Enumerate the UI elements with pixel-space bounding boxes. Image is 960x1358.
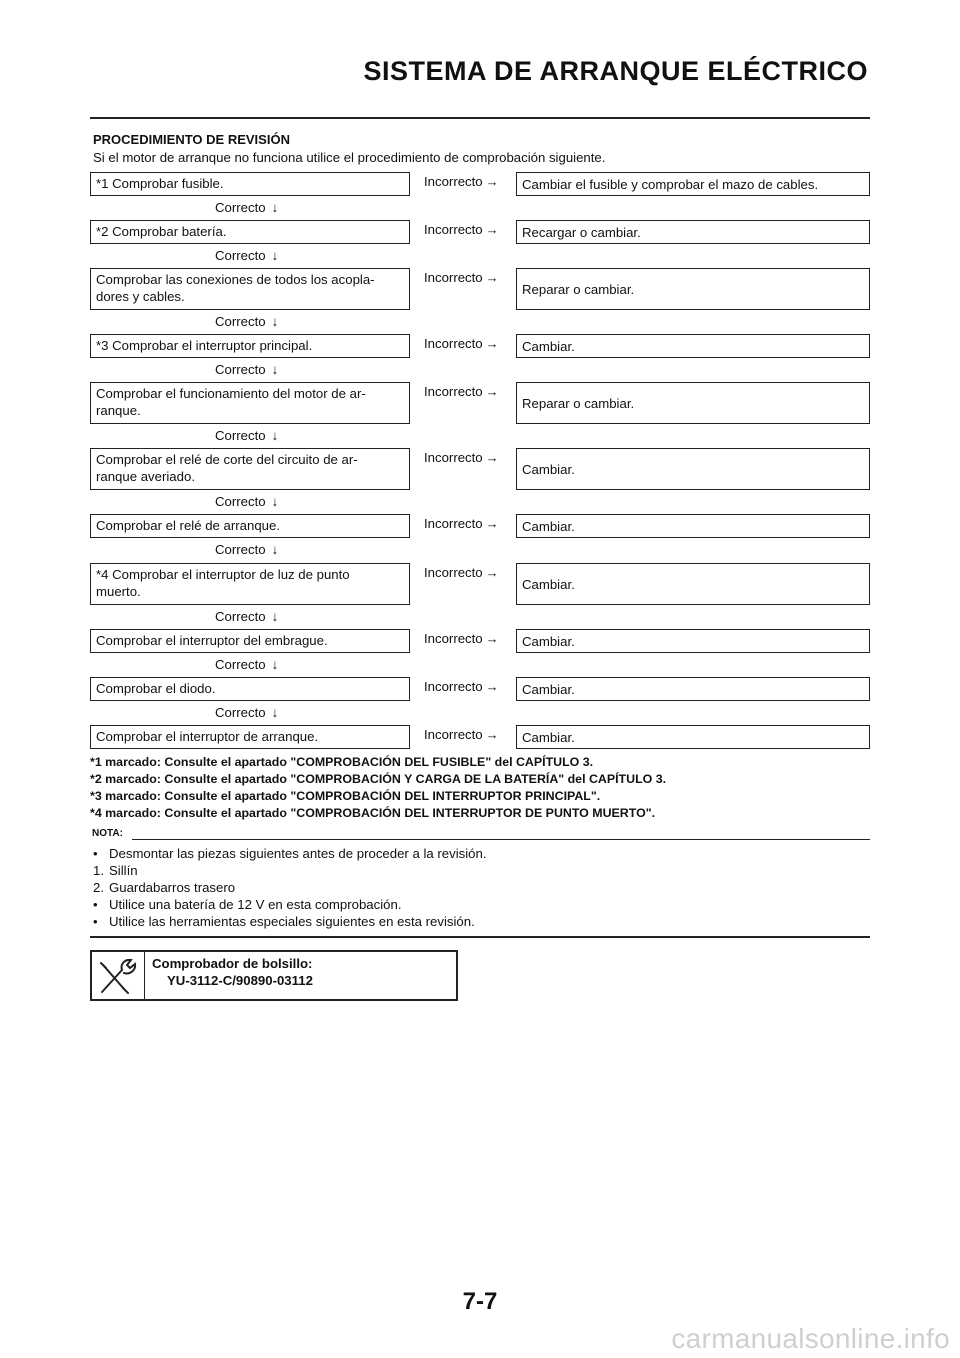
footnote: *1 marcado: Consulte el apartado "COMPROBACIÓN DEL FUSIBLE" del CAPÍTULO 3. [90,755,594,769]
down-arrow-icon: ↓ [271,200,279,215]
action-text: Cambiar. [522,729,575,745]
incorrect-path [424,173,499,190]
nota-divider [132,839,870,840]
right-arrow-icon: → [485,270,499,285]
nota-item [93,914,475,929]
footnote: *3 marcado: Consulte el apartado "COMPROBACIÓN DEL INTERRUPTOR PRINCIPAL". [90,789,601,803]
action-box [516,514,870,538]
tool-part-number: YU-3112-C/90890-03112 [167,973,313,988]
nota-text: Guardabarros trasero [109,880,236,895]
action-box [516,677,870,701]
right-arrow-icon: → [485,174,499,189]
title-divider [90,117,870,119]
action-box [516,220,870,244]
incorrect-label: Incorrecto [424,174,483,189]
down-arrow-icon: ↓ [271,314,279,329]
incorrect-path [424,564,499,581]
correct-path [215,199,278,216]
tool-label: Comprobador de bolsillo: [152,956,313,971]
right-arrow-icon: → [485,631,499,646]
check-step-text: Comprobar las conexiones de todos los acopla- dores y cables. [96,272,375,304]
nota-marker: • [93,914,98,929]
action-box [516,563,870,605]
correct-label: Correcto [215,314,266,329]
action-text: Cambiar. [522,681,575,697]
correct-label: Correcto [215,609,266,624]
down-arrow-icon: ↓ [271,428,279,443]
action-text: Cambiar. [522,338,575,354]
correct-path [215,656,278,673]
right-arrow-icon: → [485,336,499,351]
incorrect-label: Incorrecto [424,516,483,531]
check-step-text: *4 Comprobar el interruptor de luz de punto muerto. [96,567,350,599]
section-heading: PROCEDIMIENTO DE REVISIÓN [93,132,290,147]
check-step-box [90,268,410,310]
action-box [516,172,870,196]
action-box [516,448,870,490]
action-text: Cambiar. [522,461,575,477]
page-title: SISTEMA DE ARRANQUE ELÉCTRICO [363,56,868,86]
incorrect-path [424,335,499,352]
action-box [516,334,870,358]
down-arrow-icon: ↓ [271,248,279,263]
nota-marker: 2. [93,880,104,895]
right-arrow-icon: → [485,565,499,580]
correct-path [215,704,278,721]
page-number: 7-7 [462,1288,498,1315]
action-text: Cambiar el fusible y comprobar el mazo de cables. [522,176,819,192]
correct-path [215,541,278,558]
nota-marker: • [93,846,98,861]
correct-label: Correcto [215,542,266,557]
nota-item [93,880,235,895]
nota-text: Utilice una batería de 12 V en esta comprobación. [109,897,402,912]
incorrect-label: Incorrecto [424,270,483,285]
nota-marker: 1. [93,863,104,878]
correct-path [215,313,278,330]
action-text: Recargar o cambiar. [522,224,641,240]
check-step-box [90,514,410,538]
right-arrow-icon: → [485,727,499,742]
wrench-screwdriver-icon [92,952,145,999]
check-step-text: *1 Comprobar fusible. [96,176,224,191]
incorrect-label: Incorrecto [424,384,483,399]
check-step-text: Comprobar el diodo. [96,681,216,696]
footnote: *2 marcado: Consulte el apartado "COMPROBACIÓN Y CARGA DE LA BATERÍA" del CAPÍTULO 3. [90,772,667,786]
action-box [516,382,870,424]
correct-label: Correcto [215,248,266,263]
nota-end-divider [90,936,870,938]
correct-label: Correcto [215,494,266,509]
down-arrow-icon: ↓ [271,657,279,672]
action-text: Reparar o cambiar. [522,395,635,411]
check-step-text: *2 Comprobar batería. [96,224,227,239]
correct-path [215,427,278,444]
correct-path [215,608,278,625]
check-step-box [90,382,410,424]
correct-label: Correcto [215,705,266,720]
check-step-text: *3 Comprobar el interruptor principal. [96,338,313,353]
down-arrow-icon: ↓ [271,609,279,624]
check-step-box [90,677,410,701]
check-step-text: Comprobar el funcionamiento del motor de ar- ranque. [96,386,366,418]
action-box [516,268,870,310]
nota-text: Utilice las herramientas especiales siguientes en esta revisión. [109,914,475,929]
incorrect-path [424,449,499,466]
check-step-box [90,220,410,244]
down-arrow-icon: ↓ [271,542,279,557]
action-text: Reparar o cambiar. [522,281,635,297]
incorrect-path [424,383,499,400]
nota-label: NOTA: [92,828,123,839]
nota-item [93,863,138,878]
incorrect-label: Incorrecto [424,631,483,646]
nota-item [93,897,402,912]
correct-path [215,493,278,510]
action-text: Cambiar. [522,633,575,649]
check-step-box [90,563,410,605]
right-arrow-icon: → [485,516,499,531]
incorrect-path [424,221,499,238]
incorrect-path [424,269,499,286]
incorrect-label: Incorrecto [424,450,483,465]
check-step-text: Comprobar el interruptor del embrague. [96,633,328,648]
correct-label: Correcto [215,362,266,377]
check-step-text: Comprobar el relé de arranque. [96,518,280,533]
action-text: Cambiar. [522,518,575,534]
nota-marker: • [93,897,98,912]
action-box [516,725,870,749]
incorrect-label: Incorrecto [424,727,483,742]
action-box [516,629,870,653]
incorrect-label: Incorrecto [424,336,483,351]
right-arrow-icon: → [485,384,499,399]
footnote: *4 marcado: Consulte el apartado "COMPROBACIÓN DEL INTERRUPTOR DE PUNTO MUERTO". [90,806,656,820]
section-intro: Si el motor de arranque no funciona utilice el procedimiento de comprobación siguiente. [93,150,606,165]
check-step-box [90,448,410,490]
action-text: Cambiar. [522,576,575,592]
check-step-box [90,629,410,653]
correct-path [215,247,278,264]
watermark: carmanualsonline.info [671,1323,950,1354]
incorrect-path [424,678,499,695]
incorrect-label: Incorrecto [424,222,483,237]
incorrect-label: Incorrecto [424,565,483,580]
check-step-box [90,172,410,196]
nota-text: Desmontar las piezas siguientes antes de proceder a la revisión. [109,846,487,861]
nota-item [93,846,487,861]
correct-label: Correcto [215,428,266,443]
incorrect-path [424,630,499,647]
correct-path [215,361,278,378]
down-arrow-icon: ↓ [271,705,279,720]
special-tool-box [90,950,458,1001]
check-step-box [90,725,410,749]
incorrect-path [424,515,499,532]
nota-text: Sillín [109,863,138,878]
down-arrow-icon: ↓ [271,362,279,377]
correct-label: Correcto [215,200,266,215]
correct-label: Correcto [215,657,266,672]
right-arrow-icon: → [485,679,499,694]
check-step-box [90,334,410,358]
check-step-text: Comprobar el interruptor de arranque. [96,729,319,744]
down-arrow-icon: ↓ [271,494,279,509]
right-arrow-icon: → [485,450,499,465]
incorrect-path [424,726,499,743]
incorrect-label: Incorrecto [424,679,483,694]
check-step-text: Comprobar el relé de corte del circuito de ar- ranque averiado. [96,452,358,484]
right-arrow-icon: → [485,222,499,237]
